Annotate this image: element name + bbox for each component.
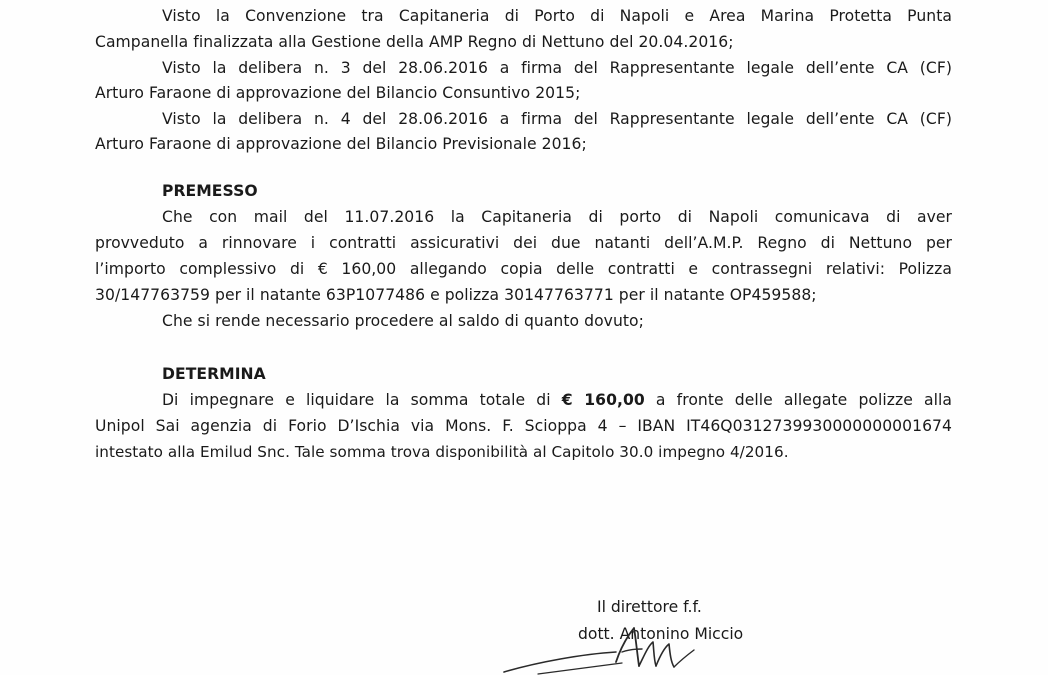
visto-1-line-2: Campanella finalizzata alla Gestione della AMP Regno di Nettuno del 20.04.2016;	[95, 33, 734, 51]
signatory-name: dott. Antonino Miccio	[578, 625, 744, 643]
signatory-title: Il direttore f.f.	[597, 598, 702, 616]
premesso-line-2: provveduto a rinnovare i contratti assicurativi dei due natanti dell’A.M.P. Regno di Nettuno per	[95, 234, 952, 252]
visto-3-line-1: Visto la delibera n. 4 del 28.06.2016 a firma del Rappresentante legale dell’ente CA (CF)	[162, 110, 952, 128]
premesso-line-4: 30/147763759 per il natante 63P1077486 e polizza 30147763771 per il natante OP459588;	[95, 286, 817, 304]
visto-1-line-1: Visto la Convenzione tra Capitaneria di Porto di Napoli e Area Marina Protetta Punta	[162, 7, 952, 25]
determina-amount: € 160,00	[561, 391, 645, 409]
premesso-line-5: Che si rende necessario procedere al saldo di quanto dovuto;	[162, 312, 644, 330]
visto-2-line-2: Arturo Faraone di approvazione del Bilancio Consuntivo 2015;	[95, 84, 581, 102]
visto-3-line-2: Arturo Faraone di approvazione del Bilancio Previsionale 2016;	[95, 135, 587, 153]
determina-heading: DETERMINA	[162, 365, 266, 383]
determina-line-1	[162, 390, 952, 410]
premesso-heading: PREMESSO	[162, 182, 258, 200]
determina-line-3: intestato alla Emilud Snc. Tale somma trova disponibilità al Capitolo 30.0 impegno 4/2016.	[95, 443, 789, 461]
determina-line-1-before: Di impegnare e liquidare la somma totale di	[162, 391, 562, 409]
premesso-line-3: l’importo complessivo di € 160,00 allegando copia delle contratti e contrassegni relativi: Polizza	[95, 260, 952, 278]
determina-line-1-after: a fronte delle allegate polizze alla	[644, 391, 952, 409]
handwritten-signature	[498, 622, 738, 675]
premesso-line-1: Che con mail del 11.07.2016 la Capitaneria di porto di Napoli comunicava di aver	[162, 208, 952, 226]
determina-line-2: Unipol Sai agenzia di Forio D’Ischia via Mons. F. Scioppa 4 – IBAN IT46Q0312739930000000001674	[95, 417, 952, 435]
visto-2-line-1: Visto la delibera n. 3 del 28.06.2016 a firma del Rappresentante legale dell’ente CA (CF)	[162, 59, 952, 77]
